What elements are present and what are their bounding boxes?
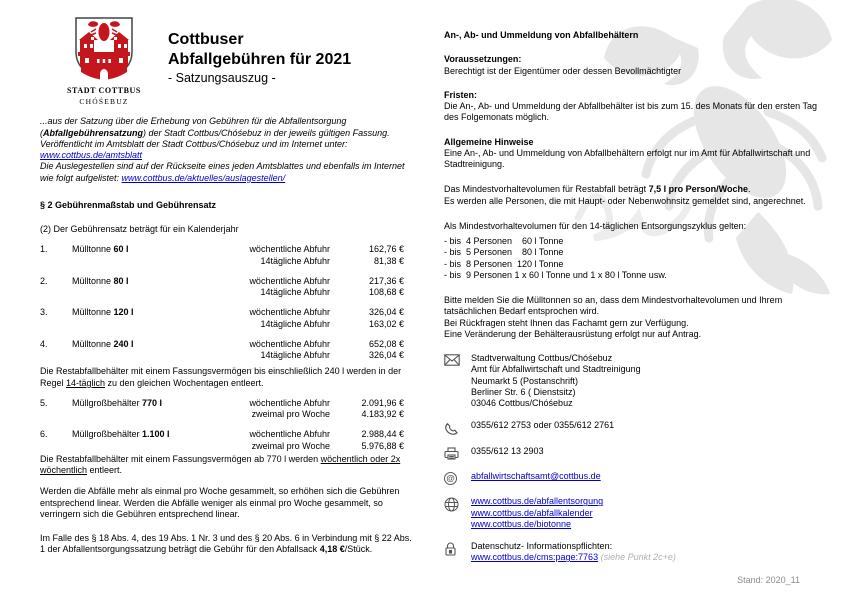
city-logo-block [40, 14, 168, 106]
fee-frequency: 14tägliche Abfuhr [260, 350, 330, 361]
phone-icon [444, 420, 461, 435]
volume-item: - bis 8 Personen 120 l Tonne [444, 258, 564, 269]
fee-label: Mülltonne 60 l [72, 244, 129, 255]
document-header [40, 14, 415, 106]
web-row [444, 496, 824, 530]
fee-frequency: wöchentliche Abfuhr [249, 275, 330, 286]
phone-number: 0355/612 2753 oder 0355/612 2761 [471, 420, 615, 431]
intro-text: Die Auslegestellen sind auf der Rückseite eines jeden Amtsblattes und ebenfalls im Internet wie folgt aufgelistet: [40, 161, 405, 183]
left-column [40, 14, 415, 556]
fee-price: 81,38 € [373, 255, 404, 266]
right-column [444, 30, 824, 564]
web-link-biotonne[interactable]: www.cottbus.de/biotonne [471, 518, 572, 529]
privacy-note: (siehe Punkt 2c+e) [600, 552, 676, 563]
note-240l: Die Restabfallbehälter mit einem Fassungsvermögen bis einschließlich 240 l werden in der Regel 14-täglich zu den gleichen Wochentagen entleert. [40, 366, 402, 388]
fee-frequency: zweimal pro Woche [251, 440, 330, 451]
voraussetzungen-text: Berechtigt ist der Eigentümer oder dessen Bevollmächtigter [444, 65, 682, 76]
email-link-wrap [471, 471, 601, 485]
volume-list [444, 236, 824, 281]
page-title-line1: Cottbuser [168, 31, 244, 48]
section-heading: § 2 Gebührenmaßstab und Gebührensatz [40, 199, 217, 210]
email-link[interactable]: abfallwirtschaftsamt@cottbus.de [471, 471, 601, 482]
fee-num: 5. [40, 397, 48, 408]
amtsblatt-link[interactable]: www.cottbus.de/amtsblatt [40, 150, 143, 161]
fee-num: 3. [40, 307, 48, 318]
privacy-info [471, 541, 676, 564]
intro-text: ) der Stadt Cottbus/Chóśebuz in der jeweils gültigen Fassung. Veröffentlicht im Amtsblatt der Stadt Cottbus/Chóśebuz und im Internet unter: [40, 127, 390, 149]
rueckfragen-text: Bei Rückfragen steht Ihnen das Fachamt gern zur Verfügung. [444, 317, 689, 328]
fee-price: 326,04 € [368, 350, 404, 361]
coat-of-arms-icon [73, 16, 135, 82]
web-links [471, 496, 603, 530]
fee-label: Müllgroßbehälter 770 l [72, 397, 163, 408]
globe-icon [444, 496, 461, 530]
fee-frequency: 14tägliche Abfuhr [260, 287, 330, 298]
voraussetzungen-label: Voraussetzungen: [444, 54, 522, 65]
fee-row-80l [40, 276, 415, 299]
intro-bold: Abfallgebührensatzung [43, 127, 144, 138]
brand-name-de: STADT COTTBUS [67, 86, 141, 95]
personen-text: Es werden alle Personen, die mit Haupt- oder Nebenwohnsitz gemeldet sind, angerechnet. [444, 195, 806, 206]
fee-price: 217,36 € [368, 275, 404, 286]
fee-frequency: wöchentliche Abfuhr [249, 397, 330, 408]
fee-price: 2.988,44 € [361, 429, 404, 440]
privacy-link[interactable]: www.cottbus.de/cms:page:7763 [471, 552, 599, 563]
fee-price: 326,04 € [368, 307, 404, 318]
right-heading: An-, Ab- und Ummeldung von Abfallbehältern [444, 30, 639, 40]
privacy-row [444, 541, 824, 564]
privacy-label: Datenschutz- Informationspflichten: [471, 541, 613, 551]
veraenderung-text: Eine Veränderung der Behälterausrüstung erfolgt nur auf Antrag. [444, 328, 702, 339]
volume-item: - bis 9 Personen 1 x 60 l Tonne und 1 x 80 l Tonne usw. [444, 269, 667, 280]
fristen-text: Die An-, Ab- und Ummeldung der Abfallbehälter ist bis zum 15. des Monats für den ersten Tag des Folgemonats möglich. [444, 101, 818, 123]
fee-frequency: wöchentliche Abfuhr [249, 338, 330, 349]
address-line: 03046 Cottbus/Chóśebuz [471, 398, 573, 408]
fee-label: Müllgroßbehälter 1.100 l [72, 429, 170, 440]
fee-price: 652,08 € [368, 338, 404, 349]
volume-item: - bis 5 Personen 80 l Tonne [444, 247, 564, 258]
linear-note: Werden die Abfälle mehr als einmal pro Woche gesammelt, so erhöhen sich die Gebühren entsprechend linear. Werden die Abfälle weniger als einmal pro Woche gesammelt, so verringern sich die Gebühren entsprechend linear. [40, 486, 400, 519]
bitte-text: Bitte melden Sie die Mülltonnen so an, dass dem Mindestvorhaltevolumen und Ihrem tatsächlichen Bedarf entsprochen wird. [444, 295, 783, 317]
address-row [444, 353, 824, 409]
fee-row-60l [40, 244, 415, 267]
fax-icon [444, 446, 461, 460]
contact-block [444, 353, 824, 564]
stand-note: Stand: 2020_11 [737, 575, 800, 585]
fee-frequency: zweimal pro Woche [251, 409, 330, 420]
address-line: Stadtverwaltung Cottbus/Chóśebuz [471, 353, 613, 363]
page-title-line2: Abfallgebühren für 2021 [168, 51, 352, 68]
fee-label: Mülltonne 120 l [72, 307, 134, 318]
address-line: Amt für Abfallwirtschaft und Stadtreinigung [471, 364, 641, 375]
auslagestellen-link[interactable]: www.cottbus.de/aktuelles/auslagestellen/ [121, 172, 286, 183]
title-block [168, 14, 351, 106]
address-line: Berliner Str. 6 ( Dienstsitz) [471, 386, 576, 397]
hinweise-text: Eine An-, Ab- und Ummeldung von Abfallbehältern erfolgt nur im Amt für Abfallwirtschaft und Stadtreinigung. [444, 147, 811, 169]
abfallsack-note: Im Falle des § 18 Abs. 4, des 19 Abs. 1 Nr. 3 und des § 20 Abs. 6 in Verbindung mit § 22 Abs. 1 der Abfallentsorgungssatzung beträgt die Gebühr für den Abfallsack 4,18 €/Stück. [40, 533, 412, 555]
email-row [444, 471, 824, 485]
page-subtitle: - Satzungsauszug - [168, 71, 276, 85]
web-link-abfallkalender[interactable]: www.cottbus.de/abfallkalender [471, 507, 593, 518]
note-770l: Die Restabfallbehälter mit einem Fassungsvermögen ab 770 l werden wöchentlich oder 2x wöchentlich entleert. [40, 453, 401, 476]
fee-frequency: wöchentliche Abfuhr [249, 429, 330, 440]
phone-row [444, 420, 824, 435]
intro-text: ...aus der Satzung über die Erhebung von Gebühren für die Abfallentsorgung ( [40, 116, 347, 138]
postal-address [471, 353, 641, 409]
fee-row-1100l [40, 429, 415, 452]
fee-num: 4. [40, 338, 48, 349]
zyklus-line: Als Mindestvorhaltevolumen für den 14-täglichen Entsorgungszyklus gelten: [444, 220, 747, 231]
address-line: Neumarkt 5 (Postanschrift) [471, 375, 579, 386]
fee-label: Mülltonne 80 l [72, 275, 129, 286]
fee-frequency: 14tägliche Abfuhr [260, 318, 330, 329]
fee-num: 1. [40, 244, 48, 255]
fee-num: 2. [40, 275, 48, 286]
fee-price: 2.091,96 € [361, 397, 404, 408]
fee-frequency: 14tägliche Abfuhr [260, 255, 330, 266]
web-link-abfallentsorgung[interactable]: www.cottbus.de/abfallentsorgung [471, 496, 604, 507]
at-icon: @ [444, 471, 461, 485]
brand-name-sorbian: CHÓŚEBUZ [79, 97, 129, 106]
fee-row-240l [40, 339, 415, 362]
fristen-label: Fristen: [444, 89, 478, 100]
fee-price: 5.976,88 € [361, 440, 404, 451]
mindestvolumen-text: Das Mindestvorhaltevolumen für Restabfall beträgt 7,5 l pro Person/Woche. [444, 184, 751, 195]
fee-price: 4.183,92 € [361, 409, 404, 420]
fee-price: 108,68 € [368, 287, 404, 298]
fee-label: Mülltonne 240 l [72, 338, 134, 349]
hinweise-label: Allgemeine Hinweise [444, 136, 534, 147]
fee-row-120l [40, 307, 415, 330]
fee-intro-line: (2) Der Gebührensatz beträgt für ein Kalenderjahr [40, 224, 239, 235]
fax-row [444, 446, 824, 460]
fee-num: 6. [40, 429, 48, 440]
lock-icon [444, 541, 461, 564]
fee-frequency: wöchentliche Abfuhr [249, 307, 330, 318]
fax-number: 0355/612 13 2903 [471, 446, 544, 457]
fee-frequency: wöchentliche Abfuhr [249, 244, 330, 255]
fee-row-770l [40, 398, 415, 421]
mail-icon [444, 353, 461, 409]
fee-price: 162,76 € [368, 244, 404, 255]
fee-price: 163,02 € [368, 318, 404, 329]
intro-paragraph [40, 116, 415, 184]
volume-item: - bis 4 Personen 60 l Tonne [444, 236, 564, 246]
